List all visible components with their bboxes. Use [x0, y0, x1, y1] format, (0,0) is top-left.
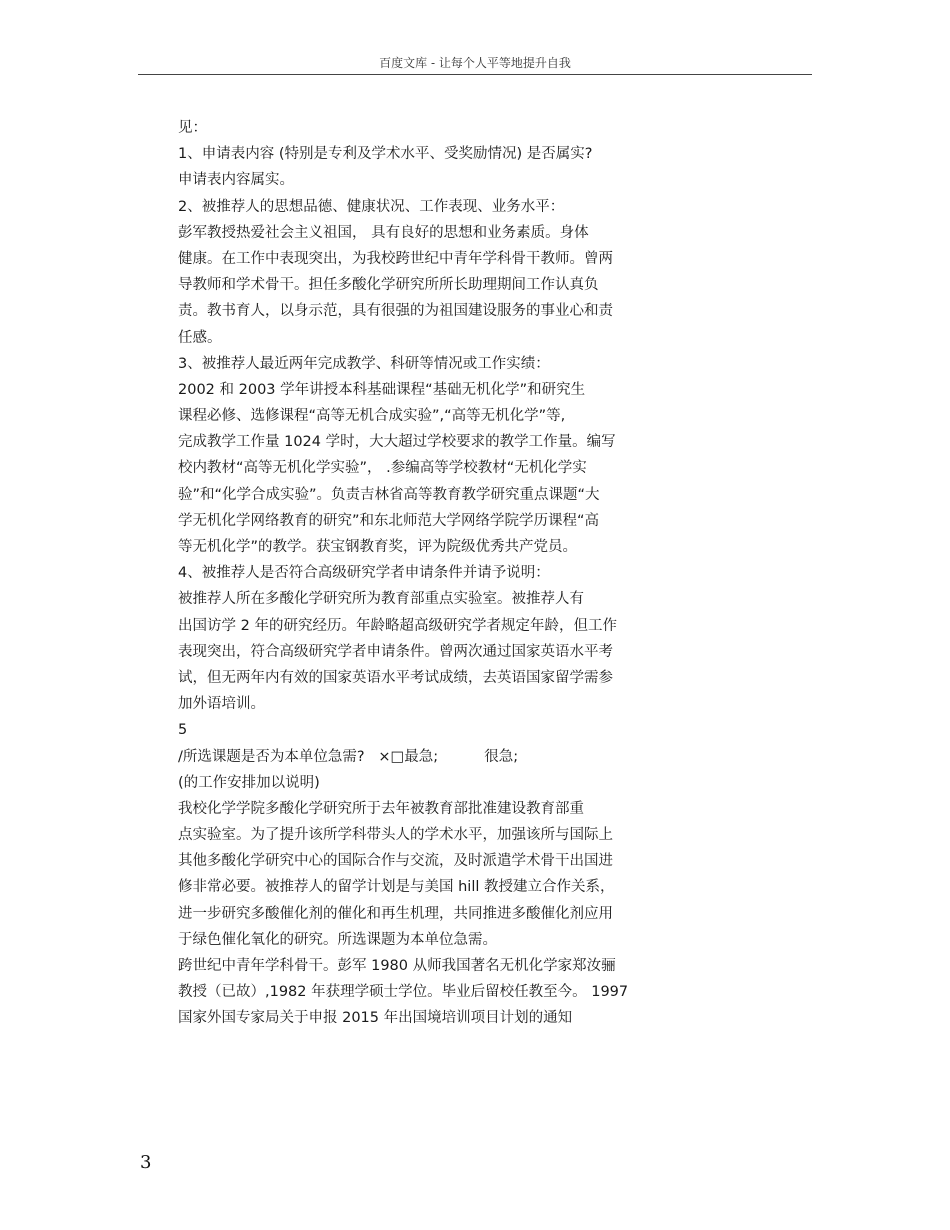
text-line: 彭军教授热爱社会主义祖国， 具有良好的思想和业务素质。身体	[178, 224, 589, 241]
text-line: 表现突出，符合高级研究学者申请条件。曾两次通过国家英语水平考	[178, 643, 613, 660]
text-line: 导教师和学术骨干。担任多酸化学研究所所长助理期间工作认真负	[178, 277, 599, 294]
text-line: 完成教学工作量 1024 学时，大大超过学校要求的教学工作量。编写	[178, 434, 616, 451]
text-line: 其他多酸化学研究中心的国际合作与交流，及时派遣学术骨干出国进	[178, 853, 613, 870]
text-line: 于绿色催化氧化的研究。所选课题为本单位急需。	[178, 931, 497, 948]
text-line: 加外语培训。	[178, 696, 265, 713]
text-line: 出国访学 2 年的研究经历。年龄略超高级研究学者规定年龄，但工作	[178, 617, 617, 634]
text-line: 4、被推荐人是否符合高级研究学者申请条件并请予说明：	[178, 565, 550, 582]
text-line: 见：	[178, 120, 207, 136]
text-line: 责。教书育人，以身示范，具有很强的为祖国建设服务的事业心和责	[178, 303, 613, 320]
text-line: 验”和“化学合成实验”。负责吉林省高等教育教学研究重点课题“大	[178, 486, 600, 503]
text-line: 学无机化学网络教育的研究”和东北师范大学网络学院学历课程“高	[178, 512, 600, 529]
text-line: 2、被推荐人的思想品德、健康状况、工作表现、业务水平：	[178, 198, 565, 215]
text-line: 任感。	[178, 329, 222, 346]
text-line: 国家外国专家局关于申报 2015 年出国境培训项目计划的通知	[178, 1010, 573, 1027]
text-line: 校内教材“高等无机化学实验”， .参编高等学校教材“无机化学实	[178, 460, 587, 477]
text-line: 教授（已故）,1982 年获理学硕士学位。毕业后留校任教至今。 1997	[178, 984, 629, 1001]
text-line: 健康。在工作中表现突出，为我校跨世纪中青年学科骨干教师。曾两	[178, 250, 613, 267]
document-body	[178, 115, 738, 1032]
text-line: 3、被推荐人最近两年完成教学、科研等情况或工作实绩：	[178, 355, 550, 372]
text-line: 5	[178, 722, 188, 739]
text-line: 点实验室。为了提升该所学科带头人的学术水平，加强该所与国际上	[178, 827, 613, 844]
text-line: 我校化学学院多酸化学研究所于去年被教育部批准建设教育部重	[178, 800, 584, 817]
page-number: 3	[140, 1152, 152, 1173]
text-line: 修非常必要。被推荐人的留学计划是与美国 hill 教授建立合作关系，	[178, 879, 615, 896]
page-header	[138, 52, 812, 75]
text-line: 课程必修、选修课程“高等无机合成实验”,“高等无机化学”等,	[178, 408, 566, 425]
text-line: 等无机化学”的教学。获宝钢教育奖，评为院级优秀共产党员。	[178, 539, 578, 555]
header-title: 百度文库 - 让每个人平等地提升自我	[379, 56, 571, 70]
text-line: 进一步研究多酸催化剂的催化和再生机理，共同推进多酸催化剂应用	[178, 905, 613, 922]
text-line: 1、申请表内容 (特别是专利及学术水平、受奖励情况) 是否属实?	[178, 146, 593, 163]
text-line: 申请表内容属实。	[178, 172, 294, 189]
text-line: 试，但无两年内有效的国家英语水平考试成绩，去英语国家留学需参	[178, 669, 613, 686]
text-line: 跨世纪中青年学科骨干。彭军 1980 从师我国著名无机化学家郑汝骊	[178, 958, 616, 974]
text-line: /所选课题是否为本单位急需? ×□最急; 很急;	[178, 748, 519, 765]
text-line: (的工作安排加以说明)	[178, 774, 320, 791]
text-line: 2002 和 2003 学年讲授本科基础课程“基础无机化学”和研究生	[178, 381, 586, 398]
text-line: 被推荐人所在多酸化学研究所为教育部重点实验室。被推荐人有	[178, 591, 584, 608]
